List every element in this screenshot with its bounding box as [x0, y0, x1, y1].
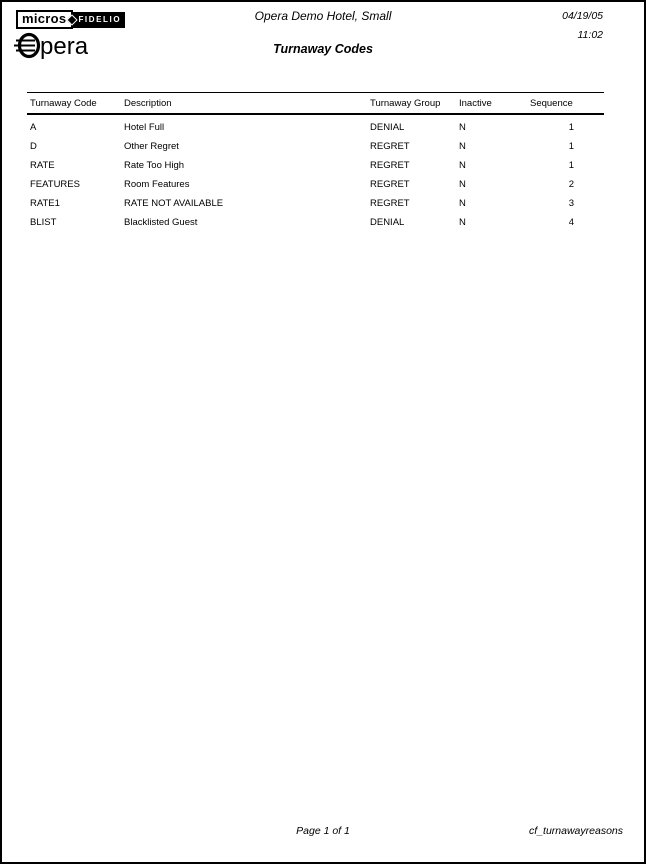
table-body — [27, 115, 604, 232]
table-row — [27, 213, 604, 232]
report-date: 04/19/05 — [562, 10, 603, 22]
cell-inactive: N — [459, 141, 466, 152]
cell-sequence: 2 — [568, 179, 574, 190]
hotel-title: Opera Demo Hotel, Small — [254, 9, 392, 23]
table-row — [27, 156, 604, 175]
cell-turnaway-group: REGRET — [370, 179, 410, 190]
cell-inactive: N — [459, 160, 466, 171]
cell-description: RATE NOT AVAILABLE — [124, 198, 224, 209]
cell-sequence: 1 — [568, 141, 574, 152]
fidelio-logo-text: FIDELIO — [71, 12, 125, 28]
cell-description: Rate Too High — [124, 160, 185, 171]
cell-turnaway-group: DENIAL — [370, 217, 405, 228]
cell-description: Blacklisted Guest — [124, 217, 198, 228]
cell-turnaway-code: RATE1 — [30, 198, 60, 209]
cell-inactive: N — [459, 122, 466, 133]
table-row — [27, 194, 604, 213]
report-id: cf_turnawayreasons — [529, 825, 623, 837]
report-title: Turnaway Codes — [273, 42, 373, 56]
cell-sequence: 3 — [568, 198, 574, 209]
cell-sequence: 1 — [568, 160, 574, 171]
column-header-sequence: Sequence — [530, 97, 573, 109]
cell-turnaway-code: D — [30, 141, 37, 152]
cell-sequence: 1 — [568, 122, 574, 133]
cell-turnaway-group: DENIAL — [370, 122, 405, 133]
cell-description: Other Regret — [124, 141, 179, 152]
table-row — [27, 118, 604, 137]
cell-inactive: N — [459, 179, 466, 190]
column-header-inactive: Inactive — [459, 97, 492, 109]
column-header-description: Description — [124, 97, 172, 109]
cell-turnaway-code: BLIST — [30, 217, 57, 228]
cell-turnaway-group: REGRET — [370, 141, 410, 152]
column-header-turnaway-group: Turnaway Group — [370, 97, 441, 109]
cell-turnaway-code: FEATURES — [30, 179, 80, 190]
cell-turnaway-group: REGRET — [370, 198, 410, 209]
table-header-row — [27, 93, 604, 115]
cell-turnaway-group: REGRET — [370, 160, 410, 171]
cell-sequence: 4 — [568, 217, 574, 228]
table-row — [27, 175, 604, 194]
cell-inactive: N — [459, 217, 466, 228]
cell-turnaway-code: A — [30, 122, 37, 133]
opera-logo-suffix: pera — [40, 33, 88, 60]
turnaway-codes-table — [27, 92, 604, 232]
page-number: Page 1 of 1 — [296, 825, 350, 837]
cell-description: Hotel Full — [124, 122, 165, 133]
column-header-turnaway-code: Turnaway Code — [30, 97, 97, 109]
micros-logo-text: micros — [16, 10, 73, 29]
cell-description: Room Features — [124, 179, 190, 190]
table-row — [27, 137, 604, 156]
cell-inactive: N — [459, 198, 466, 209]
cell-turnaway-code: RATE — [30, 160, 55, 171]
report-time: 11:02 — [577, 29, 603, 41]
